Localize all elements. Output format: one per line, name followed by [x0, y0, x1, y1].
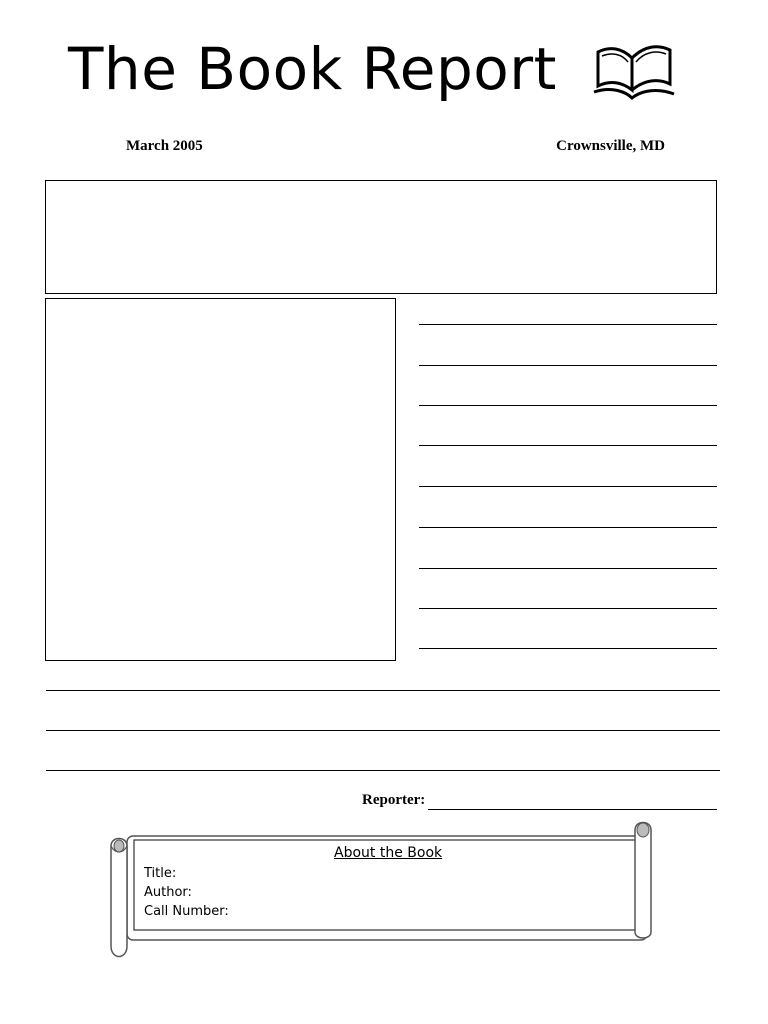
writing-line[interactable]: [419, 486, 717, 487]
writing-line[interactable]: [419, 568, 717, 569]
writing-line-full[interactable]: [46, 730, 720, 731]
page-title: The Book Report: [68, 35, 557, 103]
writing-line[interactable]: [419, 648, 717, 649]
issue-date: March 2005: [126, 138, 203, 154]
headline-box[interactable]: [45, 180, 717, 294]
writing-line[interactable]: [419, 324, 717, 325]
reporter-line[interactable]: [428, 809, 717, 810]
open-book-icon: [592, 42, 676, 104]
issue-location: Crownsville, MD: [556, 138, 665, 154]
writing-line[interactable]: [419, 608, 717, 609]
title-field-label: Title:: [144, 866, 177, 881]
writing-line-full[interactable]: [46, 770, 720, 771]
writing-line[interactable]: [419, 365, 717, 366]
writing-line[interactable]: [419, 527, 717, 528]
writing-line[interactable]: [419, 445, 717, 446]
call-number-field-label: Call Number:: [144, 904, 229, 919]
author-field-label: Author:: [144, 885, 192, 900]
writing-line[interactable]: [419, 405, 717, 406]
picture-box[interactable]: [45, 298, 396, 661]
about-book-heading: About the Book: [334, 845, 443, 861]
writing-line-full[interactable]: [46, 690, 720, 691]
reporter-label: Reporter:: [362, 792, 426, 808]
